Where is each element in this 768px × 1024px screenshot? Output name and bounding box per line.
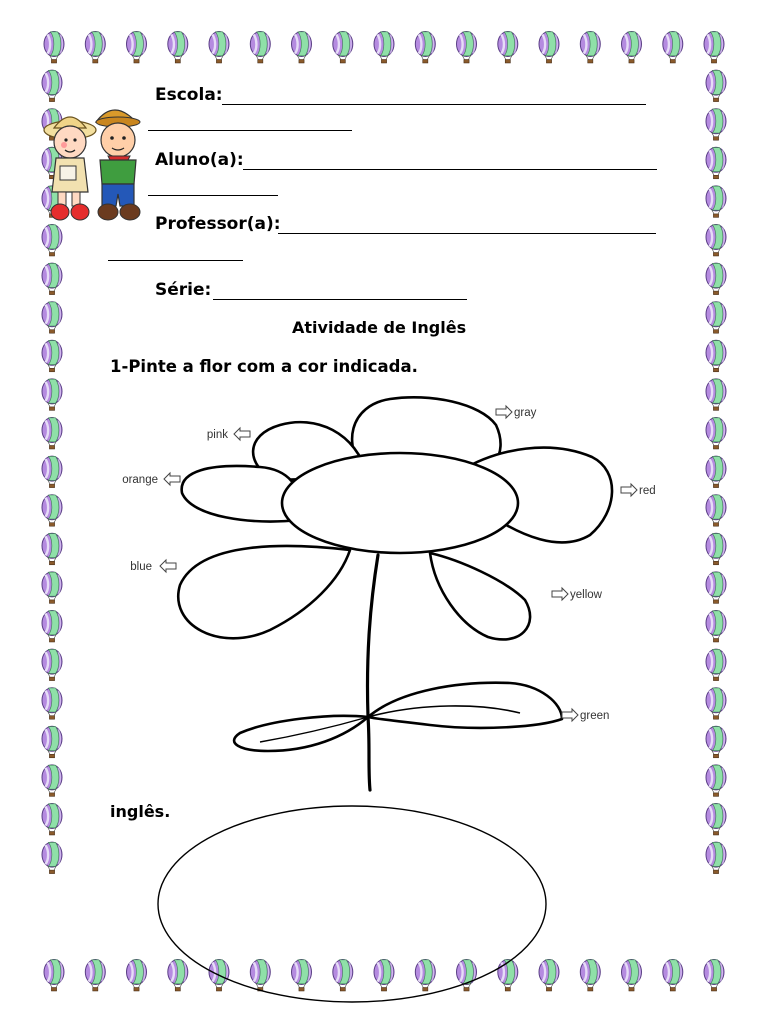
balloon-icon bbox=[706, 842, 726, 874]
balloon-icon bbox=[706, 533, 726, 565]
balloon-icon bbox=[42, 688, 62, 720]
balloon-icon bbox=[706, 302, 726, 334]
balloon-icon bbox=[706, 456, 726, 488]
children-clipart bbox=[30, 100, 150, 228]
balloon-icon bbox=[42, 379, 62, 411]
balloon-icon bbox=[706, 765, 726, 797]
flower-coloring-image bbox=[100, 385, 680, 795]
balloon-icon bbox=[127, 960, 147, 992]
label-yellow: yellow bbox=[570, 589, 602, 601]
balloon-icon bbox=[85, 32, 105, 64]
teacher-line[interactable] bbox=[278, 233, 656, 234]
instruction-text: 1-Pinte a flor com a cor indicada. bbox=[110, 357, 418, 376]
activity-title: Atividade de Inglês bbox=[292, 318, 467, 337]
balloon-icon bbox=[706, 109, 726, 141]
grade-line[interactable] bbox=[213, 299, 467, 300]
balloon-icon bbox=[706, 147, 726, 179]
balloon-icon bbox=[168, 32, 188, 64]
student-line[interactable] bbox=[243, 169, 657, 170]
balloon-icon bbox=[706, 263, 726, 295]
balloon-icon bbox=[706, 495, 726, 527]
label-orange: orange bbox=[122, 474, 158, 486]
arrow-green-icon bbox=[562, 709, 578, 721]
balloon-icon bbox=[706, 418, 726, 450]
arrow-orange-icon bbox=[164, 473, 180, 485]
label-blue: blue bbox=[130, 561, 152, 573]
school-label: Escola: bbox=[155, 85, 223, 105]
balloon-icon bbox=[706, 340, 726, 372]
school-line-continued[interactable] bbox=[148, 130, 352, 131]
balloon-icon bbox=[706, 379, 726, 411]
balloon-icon bbox=[663, 32, 683, 64]
balloon-icon bbox=[85, 960, 105, 992]
balloon-icon bbox=[44, 32, 64, 64]
balloon-icon bbox=[706, 572, 726, 604]
balloon-icon bbox=[415, 32, 435, 64]
grade-label: Série: bbox=[155, 280, 212, 300]
balloon-icon bbox=[42, 70, 62, 102]
balloon-icon bbox=[209, 32, 229, 64]
balloon-icon bbox=[498, 32, 518, 64]
balloon-icon bbox=[706, 70, 726, 102]
balloon-icon bbox=[42, 726, 62, 758]
student-label: Aluno(a): bbox=[155, 150, 244, 170]
balloon-icon bbox=[706, 649, 726, 681]
arrow-gray-icon bbox=[496, 406, 512, 418]
balloon-icon bbox=[42, 225, 62, 257]
partial-instruction-text: inglês. bbox=[110, 802, 171, 821]
balloon-icon bbox=[580, 960, 600, 992]
balloon-icon bbox=[42, 302, 62, 334]
balloon-icon bbox=[42, 842, 62, 874]
balloon-icon bbox=[42, 649, 62, 681]
balloon-icon bbox=[44, 960, 64, 992]
label-red: red bbox=[639, 485, 656, 497]
balloon-icon bbox=[706, 611, 726, 643]
balloon-icon bbox=[42, 572, 62, 604]
teacher-label: Professor(a): bbox=[155, 214, 281, 234]
balloon-icon bbox=[42, 765, 62, 797]
label-pink: pink bbox=[206, 429, 228, 441]
label-green: green bbox=[580, 710, 610, 722]
balloon-icon bbox=[42, 263, 62, 295]
balloon-icon bbox=[622, 960, 642, 992]
balloon-icon bbox=[539, 32, 559, 64]
flower-stem bbox=[367, 555, 378, 790]
school-line[interactable] bbox=[222, 104, 646, 105]
balloon-icon bbox=[622, 32, 642, 64]
balloon-icon bbox=[704, 32, 724, 64]
arrow-yellow-icon bbox=[552, 588, 568, 600]
balloon-icon bbox=[292, 32, 312, 64]
balloon-icon bbox=[580, 32, 600, 64]
balloon-icon bbox=[42, 804, 62, 836]
balloon-icon bbox=[42, 418, 62, 450]
balloon-icon bbox=[127, 32, 147, 64]
balloon-icon bbox=[42, 611, 62, 643]
teacher-line-continued[interactable] bbox=[108, 260, 243, 261]
balloon-icon bbox=[42, 340, 62, 372]
arrow-blue-icon bbox=[160, 560, 176, 572]
balloon-icon bbox=[706, 186, 726, 218]
student-line-continued[interactable] bbox=[148, 195, 278, 196]
balloon-icon bbox=[42, 533, 62, 565]
balloon-icon bbox=[250, 32, 270, 64]
drawing-ellipse[interactable] bbox=[156, 804, 548, 1004]
balloon-icon bbox=[706, 726, 726, 758]
balloon-icon bbox=[42, 495, 62, 527]
arrow-pink-icon bbox=[234, 428, 250, 440]
balloon-icon bbox=[706, 688, 726, 720]
petal-blue bbox=[178, 546, 350, 638]
balloon-icon bbox=[704, 960, 724, 992]
arrow-red-icon bbox=[621, 484, 637, 496]
balloon-icon bbox=[706, 804, 726, 836]
balloon-icon bbox=[42, 456, 62, 488]
balloon-icon bbox=[374, 32, 394, 64]
balloon-icon bbox=[333, 32, 353, 64]
balloon-icon bbox=[663, 960, 683, 992]
flower-center bbox=[282, 453, 518, 553]
petal-yellow bbox=[430, 553, 530, 639]
balloon-icon bbox=[457, 32, 477, 64]
balloon-icon bbox=[706, 225, 726, 257]
label-gray: gray bbox=[514, 407, 537, 419]
